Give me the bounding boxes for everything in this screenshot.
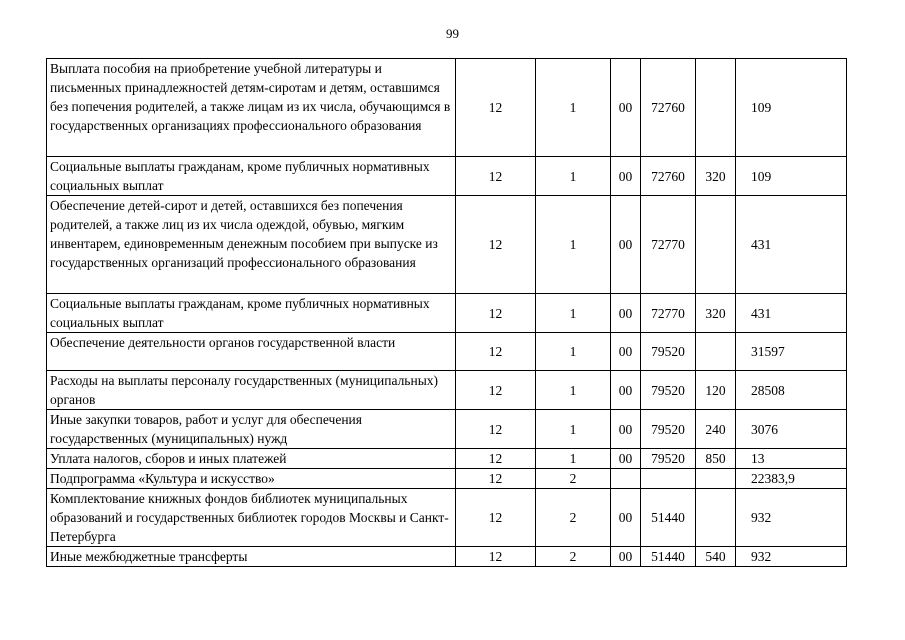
direction-code-cell: 72760 bbox=[641, 59, 696, 157]
subprogram-code-cell: 1 bbox=[536, 59, 611, 157]
amount-cell: 431 bbox=[736, 196, 847, 294]
amount-cell: 22383,9 bbox=[736, 469, 847, 489]
subprogram-code-cell: 1 bbox=[536, 333, 611, 371]
amount-cell: 932 bbox=[736, 547, 847, 567]
amount-cell: 3076 bbox=[736, 410, 847, 449]
program-code-cell: 12 bbox=[456, 449, 536, 469]
expense-type-code-cell bbox=[696, 196, 736, 294]
expense-type-code-cell bbox=[696, 469, 736, 489]
direction-code-cell: 79520 bbox=[641, 449, 696, 469]
table-row bbox=[47, 547, 847, 567]
expense-name-cell: Выплата пособия на приобретение учебной литературы и письменных принадлежностей детям-сиротам и детям, оставшимся без попечения родителей, а также лицам из их числа, обучающимся в государственных организациях профессионального образования bbox=[47, 59, 456, 157]
amount-cell: 109 bbox=[736, 157, 847, 196]
table-row bbox=[47, 489, 847, 547]
expense-type-code-cell: 850 bbox=[696, 449, 736, 469]
direction-code-cell: 72770 bbox=[641, 196, 696, 294]
program-code-cell: 12 bbox=[456, 294, 536, 333]
program-code-cell: 12 bbox=[456, 196, 536, 294]
subprogram-code-cell: 1 bbox=[536, 294, 611, 333]
direction-code-cell: 79520 bbox=[641, 333, 696, 371]
amount-cell: 431 bbox=[736, 294, 847, 333]
expense-name-cell: Иные закупки товаров, работ и услуг для обеспечения государственных (муниципальных) нужд bbox=[47, 410, 456, 449]
expense-type-code-cell: 120 bbox=[696, 371, 736, 410]
main-activity-code-cell: 00 bbox=[611, 547, 641, 567]
main-activity-code-cell bbox=[611, 469, 641, 489]
program-code-cell: 12 bbox=[456, 59, 536, 157]
program-code-cell: 12 bbox=[456, 547, 536, 567]
expense-name-cell: Социальные выплаты гражданам, кроме публичных нормативных социальных выплат bbox=[47, 157, 456, 196]
main-activity-code-cell: 00 bbox=[611, 489, 641, 547]
table-row bbox=[47, 59, 847, 157]
budget-table bbox=[46, 58, 847, 567]
expense-name-cell: Комплектование книжных фондов библиотек муниципальных образований и государственных библиотек городов Москвы и Санкт-Петербурга bbox=[47, 489, 456, 547]
expense-name-cell: Уплата налогов, сборов и иных платежей bbox=[47, 449, 456, 469]
program-code-cell: 12 bbox=[456, 333, 536, 371]
direction-code-cell: 72760 bbox=[641, 157, 696, 196]
amount-cell: 13 bbox=[736, 449, 847, 469]
table-body bbox=[47, 59, 847, 567]
subprogram-code-cell: 1 bbox=[536, 371, 611, 410]
expense-type-code-cell: 240 bbox=[696, 410, 736, 449]
main-activity-code-cell: 00 bbox=[611, 157, 641, 196]
expense-name-cell: Расходы на выплаты персоналу государственных (муниципальных) органов bbox=[47, 371, 456, 410]
main-activity-code-cell: 00 bbox=[611, 294, 641, 333]
expense-name-cell: Подпрограмма «Культура и искусство» bbox=[47, 469, 456, 489]
expense-type-code-cell: 320 bbox=[696, 294, 736, 333]
main-activity-code-cell: 00 bbox=[611, 196, 641, 294]
expense-name-cell: Социальные выплаты гражданам, кроме публичных нормативных социальных выплат bbox=[47, 294, 456, 333]
table-row bbox=[47, 469, 847, 489]
expense-name-cell: Обеспечение деятельности органов государственной власти bbox=[47, 333, 456, 371]
main-activity-code-cell: 00 bbox=[611, 59, 641, 157]
main-activity-code-cell: 00 bbox=[611, 410, 641, 449]
table-row bbox=[47, 294, 847, 333]
main-activity-code-cell: 00 bbox=[611, 333, 641, 371]
direction-code-cell: 79520 bbox=[641, 410, 696, 449]
direction-code-cell bbox=[641, 469, 696, 489]
table-row bbox=[47, 449, 847, 469]
table-row bbox=[47, 196, 847, 294]
table-row bbox=[47, 157, 847, 196]
expense-type-code-cell: 320 bbox=[696, 157, 736, 196]
main-activity-code-cell: 00 bbox=[611, 371, 641, 410]
program-code-cell: 12 bbox=[456, 410, 536, 449]
amount-cell: 932 bbox=[736, 489, 847, 547]
subprogram-code-cell: 1 bbox=[536, 157, 611, 196]
page-number: 99 bbox=[446, 26, 459, 41]
direction-code-cell: 72770 bbox=[641, 294, 696, 333]
direction-code-cell: 79520 bbox=[641, 371, 696, 410]
program-code-cell: 12 bbox=[456, 489, 536, 547]
amount-cell: 28508 bbox=[736, 371, 847, 410]
subprogram-code-cell: 1 bbox=[536, 196, 611, 294]
amount-cell: 109 bbox=[736, 59, 847, 157]
table-row bbox=[47, 333, 847, 371]
amount-cell: 31597 bbox=[736, 333, 847, 371]
subprogram-code-cell: 2 bbox=[536, 547, 611, 567]
table-row bbox=[47, 410, 847, 449]
expense-type-code-cell bbox=[696, 489, 736, 547]
direction-code-cell: 51440 bbox=[641, 547, 696, 567]
expense-name-cell: Обеспечение детей-сирот и детей, оставшихся без попечения родителей, а также лиц из их числа одеждой, обувью, мягким инвентарем, единовременным денежным пособием при выпуске из государственных организаций профессионального образования bbox=[47, 196, 456, 294]
expense-type-code-cell bbox=[696, 333, 736, 371]
expense-name-cell: Иные межбюджетные трансферты bbox=[47, 547, 456, 567]
subprogram-code-cell: 1 bbox=[536, 410, 611, 449]
program-code-cell: 12 bbox=[456, 371, 536, 410]
subprogram-code-cell: 1 bbox=[536, 449, 611, 469]
program-code-cell: 12 bbox=[456, 469, 536, 489]
main-activity-code-cell: 00 bbox=[611, 449, 641, 469]
program-code-cell: 12 bbox=[456, 157, 536, 196]
direction-code-cell: 51440 bbox=[641, 489, 696, 547]
subprogram-code-cell: 2 bbox=[536, 489, 611, 547]
expense-type-code-cell bbox=[696, 59, 736, 157]
table-row bbox=[47, 371, 847, 410]
subprogram-code-cell: 2 bbox=[536, 469, 611, 489]
expense-type-code-cell: 540 bbox=[696, 547, 736, 567]
